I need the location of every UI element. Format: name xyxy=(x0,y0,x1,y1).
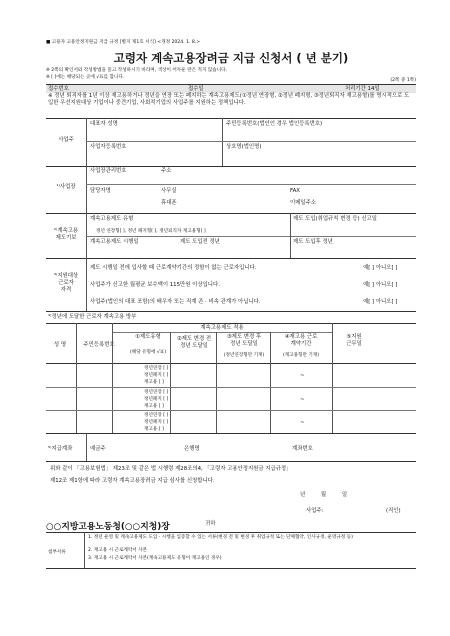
eligibility-q3-check[interactable]: 예[ ] 아니오[ ] xyxy=(363,299,398,305)
address-label: 주소 xyxy=(161,168,172,174)
divider xyxy=(86,141,416,142)
rep-name-label: 대표자 성명 xyxy=(90,121,118,127)
col-after-date: ③제도 변경 후 정년 도달일 xyxy=(226,334,262,347)
divider xyxy=(290,213,291,258)
fax-label: FAX xyxy=(290,188,300,194)
account-number-label: 계좌번호 xyxy=(292,446,313,452)
divider xyxy=(84,532,85,568)
row1-type-abolish[interactable]: 정년폐지 [ ] xyxy=(144,373,169,378)
office-phone-label: 사무실 xyxy=(161,188,177,194)
row1-type-extend[interactable]: 정년연장 [ ] xyxy=(144,366,169,371)
divider xyxy=(46,323,416,324)
row3-type-extend[interactable]: 정년연장 [ ] xyxy=(144,413,169,418)
workers-section: ⁴⁾정년에 도달한 근로자 계속고용 방부 xyxy=(48,314,137,320)
addressee-honorific: 귀하 xyxy=(205,521,216,527)
trade-name-label: 상호명(법인명) xyxy=(226,144,262,150)
notice-rule xyxy=(46,118,416,119)
row3-tilde: ~ xyxy=(300,420,305,426)
col-type-sub: (해당 유형에 √표) xyxy=(129,350,167,355)
attachments-label: 첨부서류 xyxy=(48,550,66,555)
employer-section: 사업주 xyxy=(58,137,74,143)
declaration-line-2: 제12조 제1항에 따라 고령자 계속고용장려금 지급 심사를 신청합니다. xyxy=(50,478,215,484)
eligibility-q2: 사업주가 신고한 월평균 보수액이 115만원 이상입니다. xyxy=(90,282,220,288)
eligibility-q2-check[interactable]: 예[ ] 아니오[ ] xyxy=(363,282,398,288)
row3-type-abolish[interactable]: 정년폐지 [ ] xyxy=(144,420,169,425)
mobile-phone-label: 휴대폰 xyxy=(161,200,177,206)
report-date-label: 제도 도입(취업규칙 변경 등) 신고일 xyxy=(293,216,377,222)
divider xyxy=(46,568,416,569)
col-name: 성 명 xyxy=(53,342,67,348)
prev-age-label: 제도 도입전 정년 xyxy=(180,239,220,245)
declaration-line-1: 위와 같이 「고용보험법」 제23조 및 같은 법 시행령 제28조의4, 「고령자 고용안정지원금 지급규정」 xyxy=(50,466,292,472)
row1-type-rehire[interactable]: 재고용 [ ] xyxy=(144,380,164,385)
attachment-3: 3. 재고용 시 근로계약서 사본(계속고용제도 유형이 재고용인 경우) xyxy=(88,556,222,561)
account-section: ⁵⁾지급계좌 xyxy=(48,446,73,452)
apply-header: 계속고용제도 적용 xyxy=(200,325,244,331)
note-2: ※ [ ]에는 해당되는 곳에 √표를 합니다. xyxy=(46,75,125,80)
divider xyxy=(86,118,87,166)
divider xyxy=(46,410,416,411)
addressee: ○○지방고용노동청(○○지청)장 xyxy=(46,522,170,532)
row1-tilde: ~ xyxy=(300,373,305,379)
reg-number-label: 주민등록번호(법인인 경우 법인등록번호) xyxy=(226,121,323,127)
biz-number-label: 사업자등록번호 xyxy=(90,144,127,150)
divider xyxy=(112,323,113,433)
divider xyxy=(76,323,77,433)
divider xyxy=(86,184,416,185)
row2-type-rehire[interactable]: 재고용 [ ] xyxy=(144,404,164,409)
applicant-label: 사업주: xyxy=(306,508,324,514)
divider xyxy=(46,258,416,259)
divider xyxy=(170,332,171,433)
col-rehire-period-sub: (재고용형만 기재) xyxy=(282,353,320,358)
divider xyxy=(46,532,416,533)
divider xyxy=(86,236,416,237)
workplace-section: ¹⁾사업장 xyxy=(56,184,76,190)
system-type-options[interactable]: 정년 연장형[ ], 정년 폐지형[ ], 정년퇴직자 재고용형[ ] xyxy=(96,229,206,234)
page-count: (2쪽 중 1쪽) xyxy=(390,78,416,83)
divider xyxy=(46,363,416,364)
col-rrn: 주민등록번호 xyxy=(83,342,115,348)
divider xyxy=(270,332,271,433)
eligibility-q1: 제도 시행일 전에 입사할 때 근로계약기간의 정함이 없는 근로자입니다. xyxy=(90,265,257,271)
eligibility-q3: 사업주(법인의 대표 포함)의 배우자 또는 직계 존 · 비속 관계가 아닙니다. xyxy=(90,299,261,305)
divider xyxy=(46,213,416,214)
row2-type-extend[interactable]: 정년연장 [ ] xyxy=(144,390,169,395)
row2-tilde: ~ xyxy=(300,397,305,403)
declaration-date: 년 월 일 xyxy=(300,492,348,498)
divider xyxy=(46,387,416,388)
divider xyxy=(46,311,416,312)
row2-type-abolish[interactable]: 정년폐지 [ ] xyxy=(144,397,169,402)
account-holder-label: 예금주 xyxy=(90,446,106,452)
receipt-date-label: 접수일 xyxy=(188,86,204,92)
form-title: 고령자 계속고용장려금 지급 신청서 ( 년 분기) xyxy=(113,51,349,65)
policy-notice: ※ 정년 퇴직자를 1년 이상 재고용하거나 정년을 연장 또는 폐지하는 계속고용제도(①정년 연장형, ②정년 폐지형, ③정년퇴직자 재고용형)를 명시적으로 도입한 우선지원대상 기업이나 중견기업, 사회적기업의 사업주를 지원하는 정책입니다. xyxy=(48,93,410,106)
divider xyxy=(46,461,416,462)
processing-period: 처리기간 14일 xyxy=(345,86,380,92)
attachment-2: 2. 재고용 시 근로계약서 사본 xyxy=(88,548,148,553)
col-work-days: ⑤지원 근무일 xyxy=(346,334,362,347)
system-type-label: 계속고용제도 유형 xyxy=(90,216,134,222)
col-rehire-period: ④재고용 근로 계약기간 xyxy=(284,334,318,347)
divider xyxy=(86,258,87,311)
eligibility-q1-check[interactable]: 예[ ] 아니오[ ] xyxy=(363,265,398,271)
attachment-1: 1. 정년 운영 및 계속고용제도 도입 · 시행을 입증할 수 있는 서류(변경 전 및 변경 후 취업규칙 또는 단체협약, 인사규정, 운영규정 등) xyxy=(88,535,353,540)
divider xyxy=(216,332,217,433)
mgmt-number-label: 사업장관리번호 xyxy=(90,168,127,174)
manager-label: 담당자명 xyxy=(90,188,111,194)
divider xyxy=(222,118,223,166)
note-1: ※ 2쪽의 확인서와 작성방법을 읽고 작성하시기 바라며, 색상이 어두운 란은 적지 않습니다. xyxy=(46,68,228,73)
col-prev-date: ②제도 변경 전 정년 도달일 xyxy=(176,336,212,349)
divider xyxy=(46,433,416,434)
system-section: ²⁾계속고용 제도기보 xyxy=(53,228,79,241)
regulation-text: ■ 고용자 고용안정지원금 지급 규정 [별지 제1호 서식] <개정 2024. 1. 8.> xyxy=(46,40,201,45)
bank-name-label: 은행명 xyxy=(184,446,200,452)
receipt-number-label: 접수번호 xyxy=(48,86,69,92)
divider xyxy=(332,323,333,433)
seal-label: (직인) xyxy=(386,508,401,514)
divider xyxy=(46,166,416,167)
eligibility-section: ³⁾지원대상 근로자 자격 xyxy=(53,273,79,293)
col-after-date-sub: (정년연장형만 기재) xyxy=(223,353,265,358)
email-label: 이메일주소 xyxy=(290,200,317,206)
divider xyxy=(112,332,332,333)
divider xyxy=(86,166,87,213)
divider xyxy=(86,433,87,461)
enforce-date-label: 계속고용제도 시행일 xyxy=(90,239,139,245)
after-age-label: 제도 도입후 정년 xyxy=(293,239,333,245)
col-type: ①제도유형 xyxy=(135,334,161,340)
row3-type-rehire[interactable]: 재고용 [ ] xyxy=(144,427,164,432)
